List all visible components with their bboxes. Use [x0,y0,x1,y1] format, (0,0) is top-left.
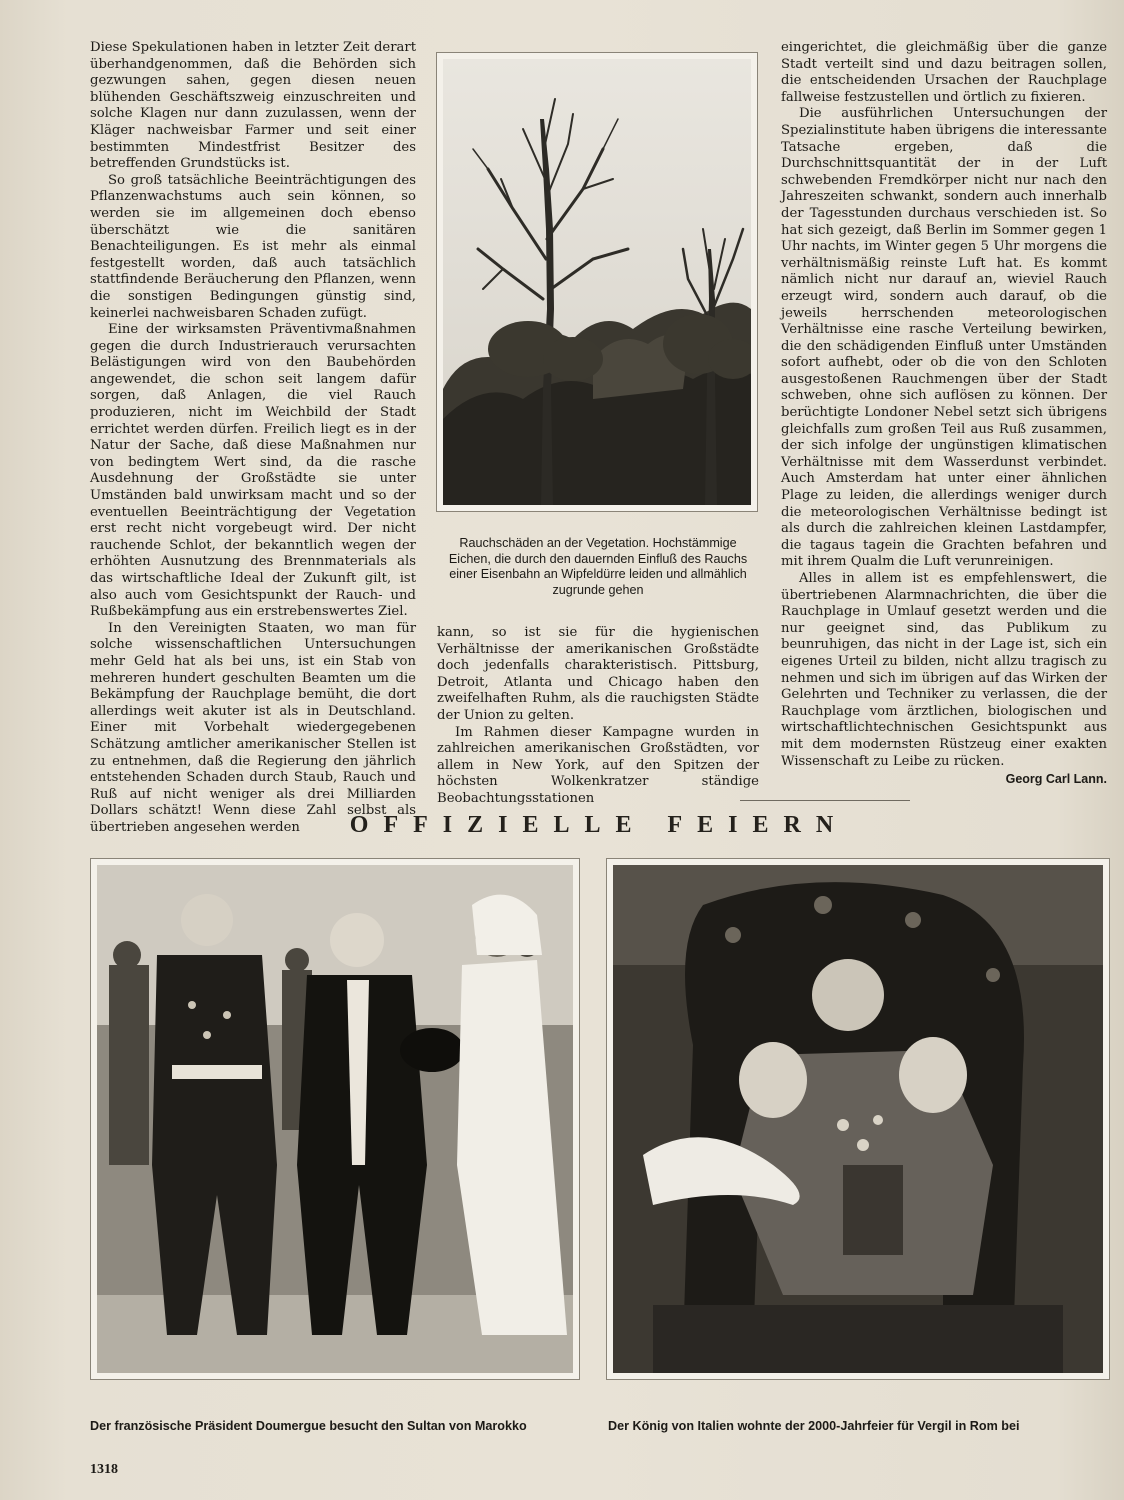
king-photo [606,858,1110,1380]
paragraph: In den Vereinigten Staaten, wo man für solche wissenschaftlichen Untersuchungen mehr Geld hat als bei uns, ist ein Stab von mehreren hundert geschulten Beamten um die Bekämpfung der Rauchplage bemüht, die dort allerdings weit akuter ist als in Deutschland. Einer mit Vorbehalt wiedergegebenen Schätzung amtlicher amerikanischer Stellen ist zu entnehmen, daß die Regierung den jährlich entstehenden Schaden durch Staub, Rauch und Ruß auf nicht weniger als drei Milliarden Dollars schätzt! Wenn diese Zahl selbst als übertrieben angesehen werden [90,620,416,835]
paragraph: Alles in allem ist es empfehlenswert, die übertriebenen Alarmnachrichten, die über die Rauchplage in Umlauf gesetzt werden und die nur geeignet sind, das Publikum zu beunruhigen, das nicht in der Lage ist, sich ein eigenes Urteil zu bilden, nicht allzu tragisch zu nehmen und sich im übrigen auf das Wirken der Gelehrten und Techniker zu verlassen, die der Rauchplage vom ärztlichen, biologischen und wirtschaftlichtechnischen Gesichtspunkt aus mit dem modernsten Rüstzeug einer exakten Wissenschaft zu Leibe zu rücken. [781,571,1107,769]
king-in-throne-illustration [613,865,1103,1373]
text-column-middle [437,625,759,808]
author-signature: Georg Carl Lann. [1005,772,1107,787]
doumergue-caption: Der französische Präsident Doumergue besucht den Sultan von Marokko [90,1419,527,1433]
paragraph: So groß tatsächliche Beeinträchtigungen des Pflanzenwachstums auch sein können, so werden sie im allgemeinen doch ebenso überschätzt wie die sanitären Benachteiligungen. Es ist mehr als einmal festgestellt worden, daß auch tatsächlich stattfindende Beräucherung den Pflanzen, wenn die sonstigen Bedingungen günstig sind, keinerlei nachweisbaren Schaden zufügt. [90,172,416,321]
tree-photo-caption: Rauchschäden an der Vegetation. Hochstämmige Eichen, die durch den dauernden Einfluß des Rauchs einer Eisenbahn an Wipfeldürre leiden und allmählich zugrunde gehen [448,536,748,597]
king-caption: Der König von Italien wohnte der 2000-Jahrfeier für Vergil in Rom bei [608,1419,1020,1433]
page-number: 1318 [90,1462,118,1477]
text-column-left [90,40,416,837]
paragraph: Diese Spekulationen haben in letzter Zeit derart überhandgenommen, daß die Behörden sich gezwungen sahen, gegen diesen neuen blühenden Geschäftszweig einzuschreiten und solche Klagen nur dann zuzulassen, wenn der Kläger nachweisbar Farmer und seit einer bestimmten Mindestfrist Besitzer des betreffenden Grundstücks ist. [90,40,416,172]
paragraph: kann, so ist sie für die hygienischen Verhältnisse der amerikanischen Großstädte doch jedenfalls charakteristisch. Pittsburg, Detroit, Atlanta und Chicago haben den zweifelhaften Ruhm, als die rauchigsten Städte der Union zu gelten. [437,625,759,723]
paragraph: eingerichtet, die gleichmäßig über die ganze Stadt verteilt sind und dazu beitragen sollen, die entscheidenden Ursachen der Rauchplage fallweise festzustellen und örtlich zu fixieren. [781,40,1107,105]
paragraph: Eine der wirksamsten Präventivmaßnahmen gegen die durch Industrierauch verursachten Belästigungen wird von den Baubehörden angewendet, die schon seit langem dafür sorgen, daß Anlagen, die viel Rauch produzieren, nicht im Weichbild der Stadt errichtet werden dürfen. Freilich liegt es in der Natur der Sache, daß diese Maßnahmen nur von bedingtem Wert sind, da die rasche Ausdehnung der Großstädte sie unter Umständen bald unwirksam macht und so der eventuellen Beeinträchtigung der Vegetation erst recht nicht vorgebeugt wird. Der nicht rauchende Schlot, der bekanntlich wegen der erhöhten Ausnutzung des Brennmaterials als das wirtschaftliche Ideal der Zukunft gilt, ist also auch vom Gesichtspunkt der Rauch- und Rußbekämpfung aus ein erstrebenswertes Ziel. [90,322,416,620]
divider-rule [740,800,910,801]
text-column-right [781,40,1107,788]
paragraph: Die ausführlichen Untersuchungen der Spezialinstitute haben übrigens die interessante Tatsache ergeben, daß die Durchschnittsquantität der in der Luft schwebenden Fremdkörper nicht nur nach den Jahreszeiten schwankt, sondern auch innerhalb der Tagesstunden durchaus verschieden ist. So hat sich gezeigt, daß Berlin im Sommer gegen 1 Uhr nachts, im Winter gegen 5 Uhr morgens die verhältnismäßig reinste Luft hat. Es kommt nämlich nicht nur darauf an, wieviel Rauch erzeugt wird, sondern auch darauf, ob die jeweils herrschenden meteorologischen Verhältnisse eine rasche Verteilung bewirken, die den schädigenden Einfluß unter Umständen sofort aufhebt, oder ob die von den Schloten ausgestoßenen Rauchmengen über der Stadt schweben, ohne sich auflösen zu können. Der berüchtigte Londoner Nebel setzt sich übrigens gleichfalls zum großen Teil aus Ruß zusammen, der sich infolge der ungünstigen klimatischen Verhältnisse mit dem Wasserdunst verbindet. Auch Amsterdam hat unter einer ähnlichen Plage zu leiden, die allerdings weniger durch die meteorologischen Verhältnisse bedingt ist als durch die zahlreichen kleinen Lastdampfer, die tagaus tagein die Grachten befahren und mit ihrem Qualm die Luft verunreinigen. [781,106,1107,570]
tree-photo-image [443,59,751,505]
doumergue-photo-image [97,865,573,1373]
tree-photo [436,52,758,512]
paragraph: Im Rahmen dieser Kampagne wurden in zahlreichen amerikanischen Großstädten, vor allem in New York, auf den Spitzen der höchsten Wolkenkratzer ständige Beobachtungsstationen [437,724,759,806]
ceremony-procession-illustration [97,865,573,1373]
doumergue-photo [90,858,580,1380]
king-photo-image [613,865,1103,1373]
section-heading: OFFIZIELLE FEIERN [349,812,849,838]
smoke-damaged-oaks-illustration [443,59,751,505]
